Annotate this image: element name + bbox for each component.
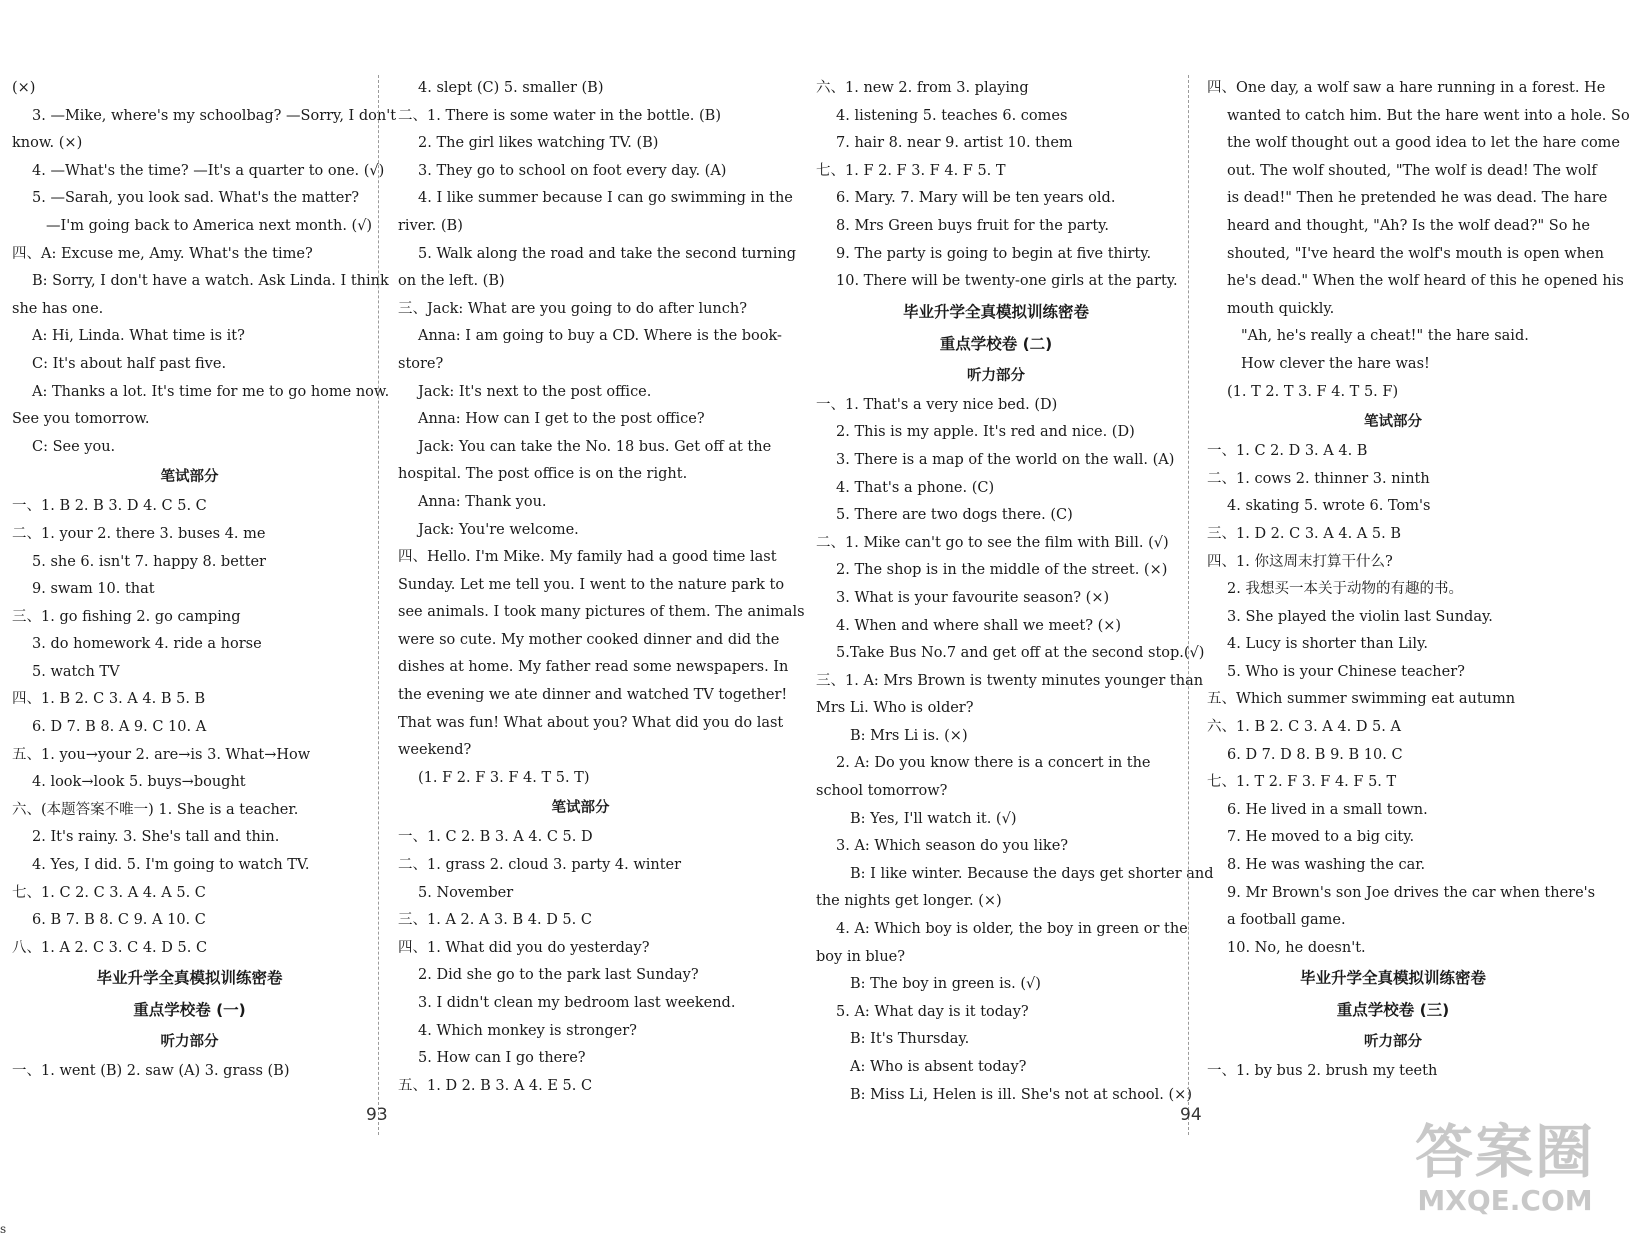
answer-line: 3. They go to school on foot every day. (A) xyxy=(418,162,727,179)
page-number-right: 94 xyxy=(1180,1105,1202,1125)
answer-line: 二、1. grass 2. cloud 3. party 4. winter xyxy=(398,857,682,874)
answer-line: 4. When and where shall we meet? (×) xyxy=(836,617,1122,634)
answer-line: 5. watch TV xyxy=(32,663,120,680)
answer-line: Anna: How can I get to the post office? xyxy=(418,411,705,428)
answer-line: Jack: You can take the No. 18 bus. Get off at the xyxy=(418,438,772,455)
column-divider xyxy=(378,75,379,1135)
answer-line: 四、1. What did you do yesterday? xyxy=(398,939,650,956)
answer-line: 一、1. by bus 2. brush my teeth xyxy=(1207,1063,1438,1080)
answer-line: on the left. (B) xyxy=(398,273,505,290)
answer-line: 三、1. A: Mrs Brown is twenty minutes younger than xyxy=(816,672,1204,689)
answer-line: 4. slept (C) 5. smaller (B) xyxy=(418,80,604,96)
answer-line: 5. There are two dogs there. (C) xyxy=(836,507,1073,524)
answer-line: know. (×) xyxy=(12,135,83,152)
answer-column-2 xyxy=(398,75,805,1135)
answer-line: C: It's about half past five. xyxy=(32,355,227,372)
answer-line: Jack: You're welcome. xyxy=(418,521,579,538)
edge-mark: s xyxy=(0,1222,7,1236)
answer-line: see animals. I took many pictures of them. The animals xyxy=(398,604,805,621)
answer-line: (1. T 2. T 3. F 4. T 5. F) xyxy=(1227,383,1399,400)
answer-line: 2. The shop is in the middle of the street. (×) xyxy=(836,562,1168,579)
answer-line: B: Yes, I'll watch it. (√) xyxy=(850,810,1017,827)
answer-line: "Ah, he's really a cheat!" the hare said. xyxy=(1241,328,1529,345)
answer-line: (1. F 2. F 3. F 4. T 5. T) xyxy=(418,769,590,786)
answer-line: 一、1. That's a very nice bed. (D) xyxy=(816,396,1058,413)
answer-line: shouted, "I've heard the wolf's mouth is open when xyxy=(1227,245,1604,262)
paper-title: 毕业升学全真模拟训练密卷 xyxy=(96,969,283,988)
answer-line: Anna: Thank you. xyxy=(418,493,547,510)
answer-line: boy in blue? xyxy=(816,948,906,965)
answer-line: 9. swam 10. that xyxy=(32,581,155,598)
answer-line: 五、1. you→your 2. are→is 3. What→How xyxy=(12,746,311,763)
section-heading: 笔试部分 xyxy=(551,800,610,817)
answer-line: B: Sorry, I don't have a watch. Ask Linda. I think xyxy=(32,273,389,290)
answer-line: 四、1. B 2. C 3. A 4. B 5. B xyxy=(12,691,206,708)
paper-title: 毕业升学全真模拟训练密卷 xyxy=(1299,969,1486,988)
answer-line: 5. Walk along the road and take the second turning xyxy=(418,245,797,262)
answer-line: the evening we ate dinner and watched TV together! xyxy=(398,687,788,704)
answer-line: 八、1. A 2. C 3. C 4. D 5. C xyxy=(12,939,208,956)
answer-line: 二、1. your 2. there 3. buses 4. me xyxy=(12,525,266,542)
answer-line: 三、1. A 2. A 3. B 4. D 5. C xyxy=(398,912,592,929)
answer-line: heard and thought, "Ah? Is the wolf dead?" So he xyxy=(1227,217,1590,234)
answer-line: 二、1. Mike can't go to see the film with Bill. (√) xyxy=(816,534,1169,551)
answer-line: 6. He lived in a small town. xyxy=(1227,801,1428,818)
answer-line: B: The boy in green is. (√) xyxy=(850,976,1041,993)
answer-line: 3. I didn't clean my bedroom last weekend. xyxy=(418,995,736,1011)
answer-line: 6. D 7. B 8. A 9. C 10. A xyxy=(32,719,207,736)
answer-line: 七、1. F 2. F 3. F 4. F 5. T xyxy=(816,162,1006,179)
answer-line: 5. —Sarah, you look sad. What's the matter? xyxy=(32,190,360,207)
answer-line: 3. She played the violin last Sunday. xyxy=(1227,608,1493,625)
answer-line: 六、1. B 2. C 3. A 4. D 5. A xyxy=(1207,719,1401,736)
answer-line: dishes at home. My father read some newspapers. In xyxy=(398,659,789,676)
section-heading: 听力部分 xyxy=(1364,1034,1422,1051)
answer-line: hospital. The post office is on the right. xyxy=(398,466,688,483)
answer-line: 6. Mary. 7. Mary will be ten years old. xyxy=(836,190,1116,207)
answer-line: 4. look→look 5. buys→bought xyxy=(32,774,246,791)
answer-line: were so cute. My mother cooked dinner and did the xyxy=(398,631,780,648)
answer-line: 6. B 7. B 8. C 9. A 10. C xyxy=(32,912,206,929)
answer-line: 9. Mr Brown's son Joe drives the car when there's xyxy=(1227,884,1596,901)
paper-title: 毕业升学全真模拟训练密卷 xyxy=(902,302,1089,321)
answer-line: 4. —What's the time? —It's a quarter to one. (√) xyxy=(32,162,385,179)
answer-line: 六、1. new 2. from 3. playing xyxy=(816,80,1029,96)
answer-line: 10. No, he doesn't. xyxy=(1227,939,1366,956)
section-heading: 听力部分 xyxy=(967,367,1025,384)
answer-line: —I'm going back to America next month. (√) xyxy=(46,217,373,234)
answer-line: is dead!" Then he pretended he was dead. The hare xyxy=(1227,190,1608,207)
answer-line: school tomorrow? xyxy=(816,783,948,800)
answer-line: 7. hair 8. near 9. artist 10. them xyxy=(836,135,1073,152)
answer-line: the nights get longer. (×) xyxy=(816,893,1002,910)
answer-line: 二、1. There is some water in the bottle. (B) xyxy=(398,107,721,124)
answer-line: 一、1. C 2. D 3. A 4. B xyxy=(1207,443,1368,460)
answer-line: 五、1. D 2. B 3. A 4. E 5. C xyxy=(398,1077,593,1094)
section-heading: 听力部分 xyxy=(160,1034,219,1051)
answer-line: 2. A: Do you know there is a concert in the xyxy=(836,755,1151,772)
answer-line: the wolf thought out a good idea to let the hare come xyxy=(1227,135,1621,152)
paper-title: 重点学校卷 (二) xyxy=(939,334,1053,353)
section-heading: 笔试部分 xyxy=(1364,414,1422,431)
answer-line: A: Thanks a lot. It's time for me to go home now. xyxy=(32,383,390,400)
answer-line: he's dead." When the wolf heard of this he opened his xyxy=(1227,273,1624,290)
answer-line: 4. listening 5. teaches 6. comes xyxy=(836,107,1068,124)
answer-line: 5.Take Bus No.7 and get off at the second stop.(√) xyxy=(836,645,1205,662)
answer-line: 4. I like summer because I can go swimming in the xyxy=(418,190,793,207)
answer-line: 6. D 7. D 8. B 9. B 10. C xyxy=(1227,746,1403,763)
answer-line: mouth quickly. xyxy=(1227,300,1335,317)
answer-line: 2. It's rainy. 3. She's tall and thin. xyxy=(32,829,280,846)
section-heading: 笔试部分 xyxy=(160,469,219,486)
answer-line: That was fun! What about you? What did you do last xyxy=(398,714,784,731)
answer-line: river. (B) xyxy=(398,217,463,234)
answer-line: B: Miss Li, Helen is ill. She's not at school. (×) xyxy=(850,1086,1192,1103)
answer-line: 5. she 6. isn't 7. happy 8. better xyxy=(32,553,266,570)
answer-line: Jack: It's next to the post office. xyxy=(418,383,652,400)
answer-line: 4. A: Which boy is older, the boy in green or the xyxy=(836,921,1188,938)
answer-line: 8. He was washing the car. xyxy=(1227,857,1426,874)
answer-line: 三、Jack: What are you going to do after lunch? xyxy=(398,300,747,317)
answer-line: 七、1. T 2. F 3. F 4. F 5. T xyxy=(1207,774,1397,791)
answer-line: 六、(本题答案不唯一) 1. She is a teacher. xyxy=(12,801,299,818)
answer-line: 5. November xyxy=(418,884,514,901)
answer-line: store? xyxy=(398,355,444,372)
page-number-left: 93 xyxy=(366,1105,388,1125)
answer-line: See you tomorrow. xyxy=(12,411,150,428)
answer-line: 四、1. 你这周末打算干什么? xyxy=(1207,553,1393,570)
answer-line: 二、1. cows 2. thinner 3. ninth xyxy=(1207,470,1430,487)
answer-line: a football game. xyxy=(1227,912,1346,929)
answer-line: 一、1. went (B) 2. saw (A) 3. grass (B) xyxy=(12,1063,290,1080)
answer-line: 7. He moved to a big city. xyxy=(1227,829,1415,846)
answer-line: 4. Yes, I did. 5. I'm going to watch TV. xyxy=(32,857,310,874)
answer-line: 四、Hello. I'm Mike. My family had a good time last xyxy=(398,549,777,566)
answer-line: 2. Did she go to the park last Sunday? xyxy=(418,967,699,984)
column-divider xyxy=(1188,75,1189,1135)
answer-line: 5. Who is your Chinese teacher? xyxy=(1227,663,1465,680)
answer-line: 三、1. D 2. C 3. A 4. A 5. B xyxy=(1207,525,1401,542)
answer-line: 2. The girl likes watching TV. (B) xyxy=(418,135,659,152)
answer-line: 10. There will be twenty-one girls at the party. xyxy=(836,273,1178,290)
answer-line: Mrs Li. Who is older? xyxy=(816,700,974,717)
answer-line: Anna: I am going to buy a CD. Where is the book- xyxy=(418,328,782,345)
answer-line: 七、1. C 2. C 3. A 4. A 5. C xyxy=(12,884,206,901)
answer-line: 4. Lucy is shorter than Lily. xyxy=(1227,636,1428,653)
answer-line: A: Hi, Linda. What time is it? xyxy=(32,328,245,345)
answer-line: 3. What is your favourite season? (×) xyxy=(836,589,1110,606)
answer-line: 五、Which summer swimming eat autumn xyxy=(1207,691,1516,708)
answer-line: 2. 我想买一本关于动物的有趣的书。 xyxy=(1227,581,1463,598)
answer-line: out. The wolf shouted, "The wolf is dead! The wolf xyxy=(1227,162,1597,179)
answer-line: 四、One day, a wolf saw a hare running in a forest. He xyxy=(1207,80,1606,96)
answer-line: she has one. xyxy=(12,300,104,317)
answer-line: 4. Which monkey is stronger? xyxy=(418,1022,637,1039)
watermark-text: 答案圈 xyxy=(1415,1118,1596,1186)
answer-line: 4. skating 5. wrote 6. Tom's xyxy=(1227,498,1431,515)
answer-line: wanted to catch him. But the hare went into a hole. So xyxy=(1227,107,1630,124)
answer-line: 3. do homework 4. ride a horse xyxy=(32,636,262,653)
answer-line: Sunday. Let me tell you. I went to the nature park to xyxy=(398,576,785,593)
answer-line: 8. Mrs Green buys fruit for the party. xyxy=(836,217,1110,234)
answer-line: 3. There is a map of the world on the wall. (A) xyxy=(836,451,1175,468)
answer-line: B: It's Thursday. xyxy=(850,1031,970,1048)
paper-title: 重点学校卷 (三) xyxy=(1336,1001,1450,1020)
answer-line: B: I like winter. Because the days get shorter and xyxy=(850,865,1214,882)
answer-line: 一、1. B 2. B 3. D 4. C 5. C xyxy=(12,498,207,515)
answer-line: 5. A: What day is it today? xyxy=(836,1003,1029,1020)
answer-line: How clever the hare was! xyxy=(1241,355,1430,372)
answer-line: 3. A: Which season do you like? xyxy=(836,838,1069,855)
answer-line: B: Mrs Li is. (×) xyxy=(850,727,968,744)
answer-line: C: See you. xyxy=(32,438,116,455)
answer-line: 9. The party is going to begin at five thirty. xyxy=(836,245,1152,262)
watermark-logo xyxy=(1415,1120,1595,1230)
paper-title: 重点学校卷 (一) xyxy=(133,1001,246,1020)
watermark-url: MXQE.COM xyxy=(1417,1184,1593,1217)
answer-column-4 xyxy=(1207,75,1630,1135)
answer-line: (×) xyxy=(12,80,36,96)
answer-line: 4. That's a phone. (C) xyxy=(836,479,995,496)
answer-line: 四、A: Excuse me, Amy. What's the time? xyxy=(12,245,313,262)
answer-line: weekend? xyxy=(398,742,472,759)
answer-line: 2. This is my apple. It's red and nice. (D) xyxy=(836,424,1135,441)
answer-line: 3. —Mike, where's my schoolbag? —Sorry, I don't xyxy=(32,107,397,124)
answer-line: A: Who is absent today? xyxy=(850,1059,1027,1075)
answer-line: 5. How can I go there? xyxy=(418,1050,586,1067)
answer-line: 一、1. C 2. B 3. A 4. C 5. D xyxy=(398,829,593,846)
answer-line: 三、1. go fishing 2. go camping xyxy=(12,608,241,625)
